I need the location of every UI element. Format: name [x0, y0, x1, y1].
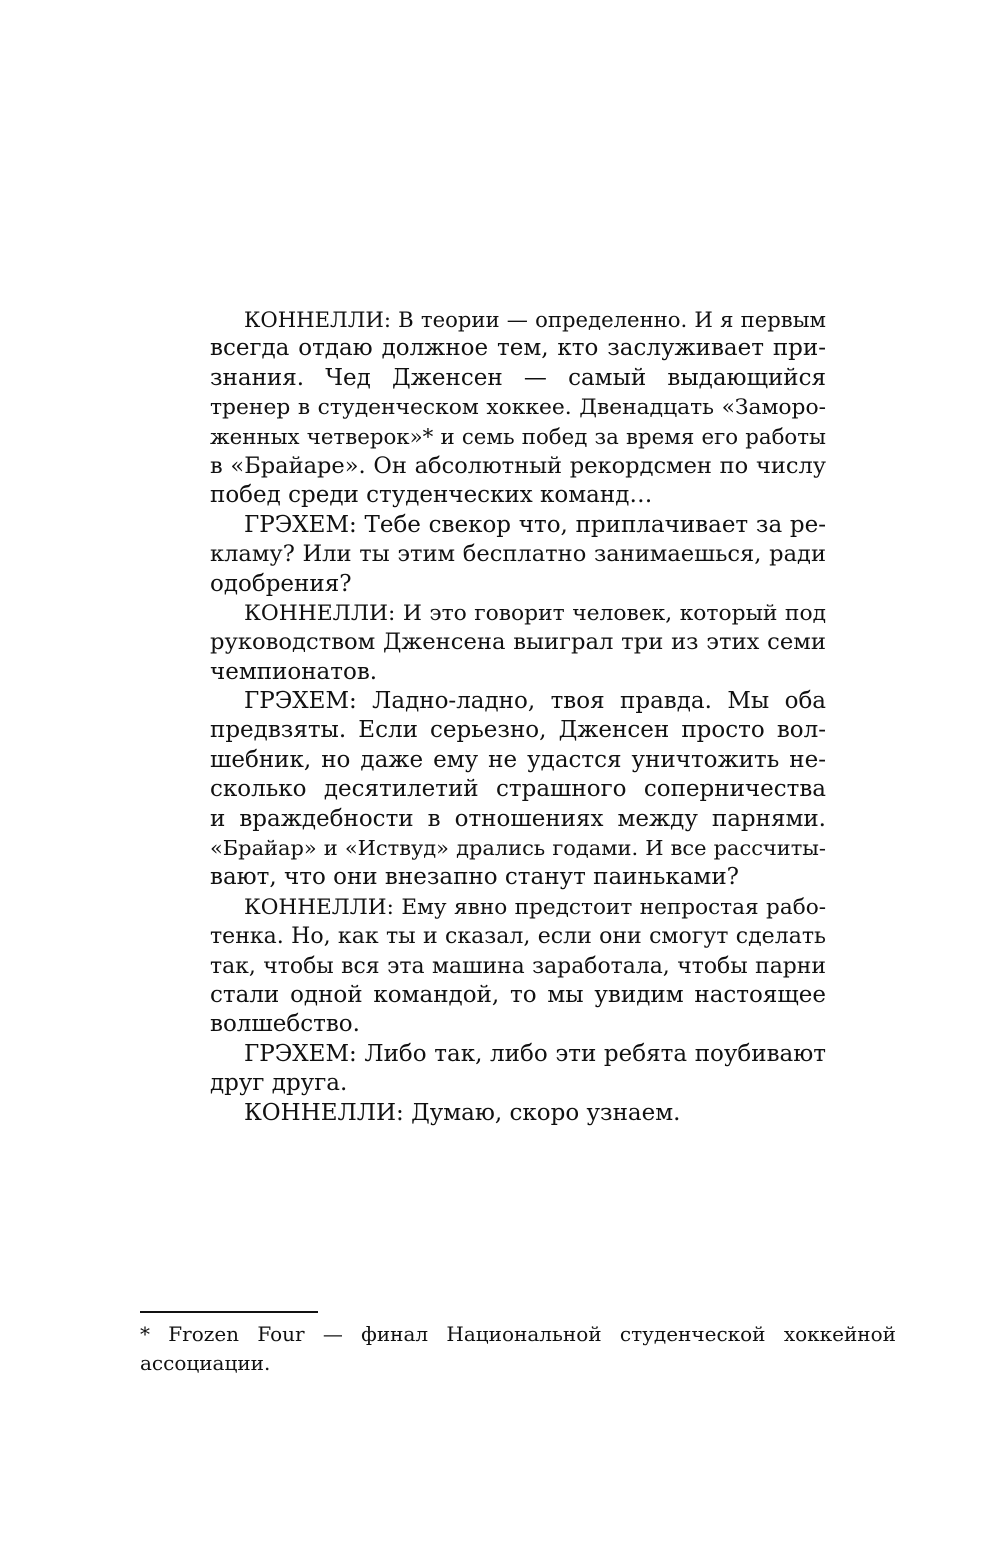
text-line: КОННЕЛЛИ: Ему явно предстоит непростая рабо-	[244, 894, 826, 920]
text-line: одобрения?	[210, 570, 352, 597]
text-line: так, чтобы вся эта машина заработала, чтобы парни	[210, 953, 826, 979]
text-line: КОННЕЛЛИ: В теории — определенно. И я первым	[244, 307, 826, 332]
text-line: ГРЭХЕМ: Либо так, либо эти ребята поубивают	[244, 1040, 826, 1067]
text-line: в «Брайаре». Он абсолютный рекордсмен по числу	[210, 452, 826, 479]
text-line: КОННЕЛЛИ: И это говорит человек, который под	[244, 600, 826, 626]
text-line: побед среди студенческих команд…	[210, 482, 653, 509]
text-line: ГРЭХЕМ: Ладно-ладно, твоя правда. Мы оба	[244, 688, 826, 715]
text-line: тренер в студенческом хоккее. Двенадцать «Заморо-	[210, 395, 826, 421]
text-line: всегда отдаю должное тем, кто заслуживает при-	[210, 335, 826, 362]
footnote-line: * Frozen Four — финал Национальной студенческой хоккейной	[140, 1322, 896, 1346]
text-line: друг друга.	[210, 1070, 348, 1097]
text-line: стали одной командой, то мы увидим настоящее	[210, 981, 826, 1008]
footnote	[140, 1320, 896, 1378]
text-line: КОННЕЛЛИ: Думаю, скоро узнаем.	[244, 1099, 681, 1126]
text-line: и враждебности в отношениях между парнями.	[210, 805, 826, 832]
text-line: тенка. Но, как ты и сказал, если они смогут сделать	[210, 924, 826, 950]
text-line: женных четверок»* и семь побед за время его работы	[210, 424, 826, 450]
text-line: руководством Дженсена выиграл три из этих семи	[210, 629, 826, 656]
text-line: шебник, но даже ему не удастся уничтожить не-	[210, 746, 826, 773]
text-line: кламу? Или ты этим бесплатно занимаешься, ради	[210, 541, 826, 568]
text-line: «Брайар» и «Иствуд» дрались годами. И все рассчиты-	[210, 836, 826, 861]
text-line: сколько десятилетий страшного соперничества	[210, 776, 826, 803]
text-line: ГРЭХЕМ: Тебе свекор что, приплачивает за ре-	[244, 511, 826, 538]
footnote-line: ассоциации.	[140, 1351, 271, 1375]
text-line: знания. Чед Дженсен — самый выдающийся	[210, 364, 826, 391]
body-text	[210, 305, 826, 1128]
text-line: вают, что они внезапно станут паиньками?	[210, 864, 739, 891]
footnote-divider	[140, 1311, 318, 1313]
text-line: волшебство.	[210, 1011, 360, 1038]
text-line: чемпионатов.	[210, 658, 378, 685]
text-line: предвзяты. Если серьезно, Дженсен просто вол-	[210, 717, 826, 744]
